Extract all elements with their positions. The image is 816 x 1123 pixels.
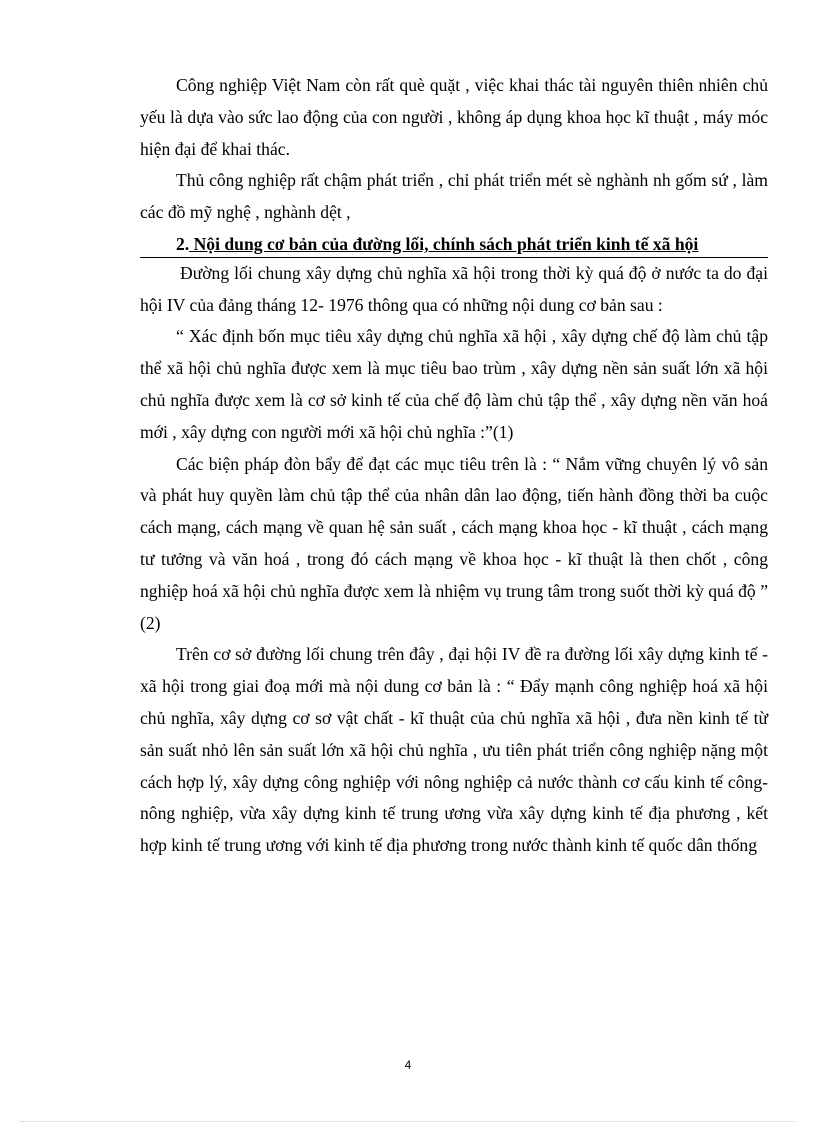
paragraph-four-goals-quote: “ Xác định bốn mục tiêu xây dựng chủ nghĩa xã hội , xây dựng chế độ làm chủ tập thể xã hội chủ nghĩa được xem là mục tiêu bao trùm , xây dựng nền sản suất lớn xã hội chủ nghĩa được xem là cơ sở kinh tế của chế độ làm chủ tập thể , xây dựng nền văn hoá mới , xây dựng con người mới xã hội chủ nghĩa :”(1): [140, 326, 768, 442]
paragraph-industry: Công nghiệp Việt Nam còn rất què quặt , việc khai thác tài nguyên thiên nhiên chủ yếu là dựa vào sức lao động của con người , không áp dụng khoa học kĩ thuật , máy móc hiện đại để khai thác.: [140, 75, 768, 159]
paragraph-measures-quote: Các biện pháp đòn bẩy để đạt các mục tiêu trên là : “ Nắm vững chuyên lý vô sản và phát huy quyền làm chủ tập thể của nhân dân lao động, tiến hành đồng thời ba cuộc cách mạng, cách mạng về quan hệ sản suất , cách mạng khoa học - kĩ thuật , cách mạng tư tưởng và văn hoá , trong đó cách mạng về khoa học - kĩ thuật là then chốt , công nghiệp hoá xã hội chủ nghĩa được xem là nhiệm vụ trung tâm trong suốt thời kỳ quá độ ” (2): [140, 453, 768, 633]
section-heading: [140, 229, 768, 261]
section-heading-title: Nội dung cơ bản của đường lối, chính sách phát triển kinh tế xã hội: [189, 233, 699, 254]
paragraph-handicraft: Thủ công nghiệp rất chậm phát triển , chỉ phát triển mét sè nghành nh gốm sứ , làm các đồ mỹ nghệ , nghành dệt ,: [140, 170, 768, 223]
page-bottom-border: [20, 1121, 796, 1122]
paragraph-general-line: Đường lối chung xây dựng chủ nghĩa xã hội trong thời kỳ quá độ ở nước ta do đại hội IV của đảng tháng 12- 1976 thông qua có những nội dung cơ bản sau :: [140, 262, 768, 315]
section-heading-number: 2.: [176, 233, 190, 254]
page-number: 4: [404, 1058, 412, 1072]
document-body: [140, 70, 768, 862]
paragraph-economic-line: Trên cơ sở đường lối chung trên đây , đại hội IV đề ra đường lối xây dựng kinh tế - xã hội trong giai đoạ mới mà nội dung cơ bản là : “ Đẩy mạnh công nghiệp hoá xã hội chủ nghĩa, xây dựng cơ sơ vật chất - kĩ thuật của chủ nghĩa xã hội , đưa nền kinh tế từ sản suất nhỏ lên sản suất lớn xã hội chủ nghĩa , ưu tiên phát triển công nghiệp nặng một cách hợp lý, xây dựng công nghiệp với nông nghiệp cả nước thành cơ cấu kinh tế công- nông nghiệp, vừa xây dựng kinh tế trung ương vừa xây dựng kinh tế địa phương , kết hợp kinh tế trung ương với kinh tế địa phương trong nước thành kinh tế quốc dân thống: [140, 644, 768, 856]
